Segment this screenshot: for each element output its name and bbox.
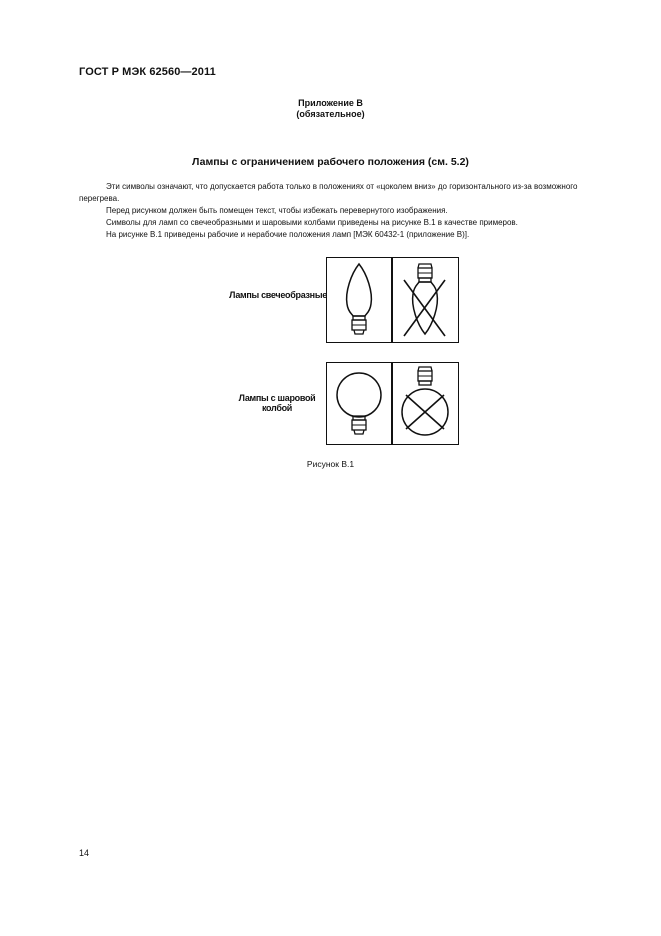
globe-lamp-base-down-icon xyxy=(327,363,391,444)
paragraph-4: На рисунке В.1 приведены рабочие и нерабочие положения ламп [МЭК 60432-1 (приложение В)]. xyxy=(106,230,470,239)
appendix-heading xyxy=(0,98,661,120)
candle-lamp-base-up-crossed-icon xyxy=(392,258,458,342)
page-number: 14 xyxy=(79,848,90,858)
figure-caption: Рисунок В.1 xyxy=(306,459,355,469)
section-title: Лампы с ограничением рабочего положения (см. 5.2) xyxy=(192,156,469,168)
globe-lamp-base-up-crossed-icon xyxy=(392,363,458,444)
paragraph-3: Символы для ламп со свечеобразными и шаровыми колбами приведены на рисунке В.1 в качестве примеров. xyxy=(106,218,518,227)
appendix-title: Приложение В xyxy=(298,98,363,108)
paragraph-2: Перед рисунком должен быть помещен текст, чтобы избежать перевернутого изображения. xyxy=(106,206,448,215)
globe-lamp-label: Лампы с шаровой колбой xyxy=(238,393,316,413)
appendix-status: (обязательное) xyxy=(296,109,365,119)
paragraph-1: Эти символы означают, что допускается работа только в положениях от «цоколем вниз» до горизонтального из-за возможного перегрева. xyxy=(79,182,578,203)
candle-lamp-label: Лампы свечеобразные xyxy=(229,290,327,300)
document-header: ГОСТ Р МЭК 62560—2011 xyxy=(79,66,216,78)
candle-lamp-base-down-icon xyxy=(327,258,391,342)
